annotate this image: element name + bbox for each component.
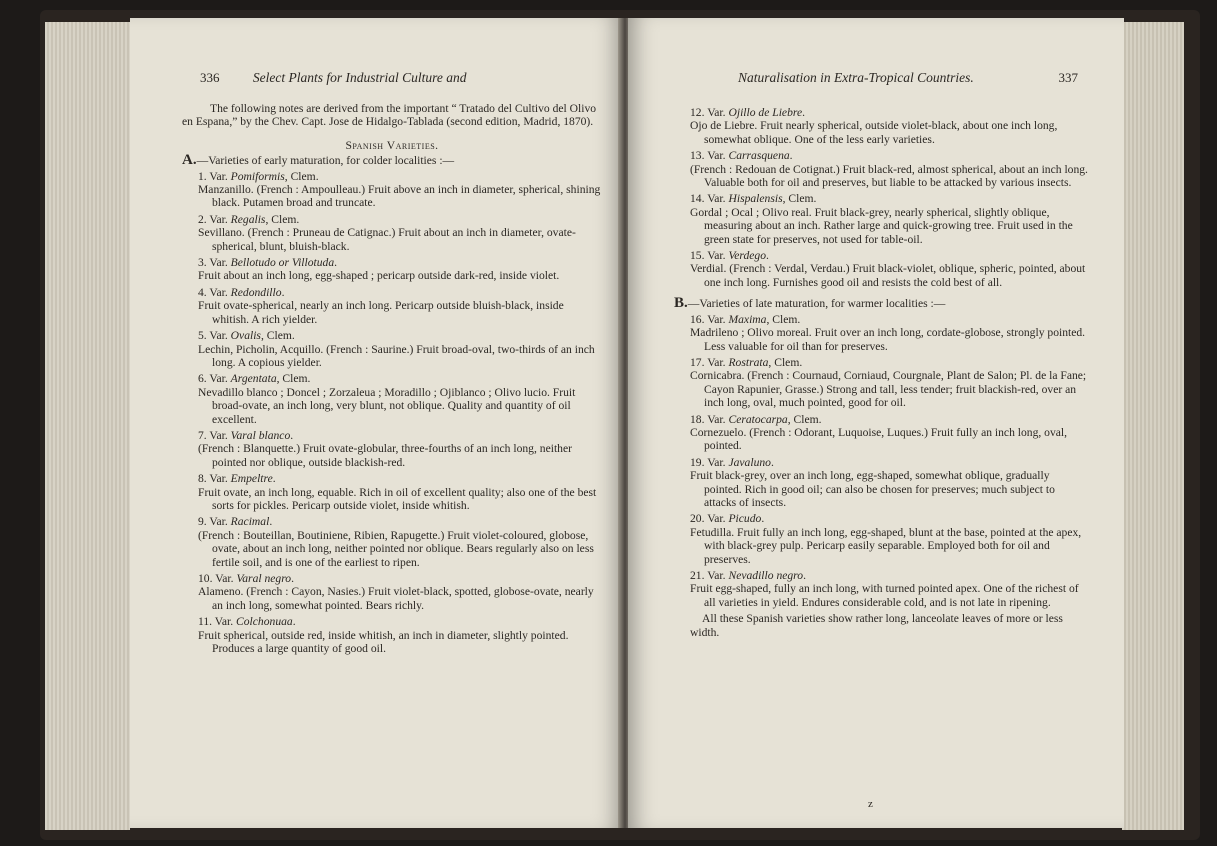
variety-description: Alameno. (French : Cayon, Nasies.) Fruit violet-black, spotted, globose-ovate, nearly an inch long, somewhat pointed. Bears richly. [198, 585, 594, 612]
variety-prefix: Var. [707, 355, 726, 369]
variety-description: Lechin, Picholin, Acquillo. (French : Saurine.) Fruit broad-oval, two-thirds of an inch long. A copious yielder. [198, 342, 595, 369]
variety-entry [674, 512, 1090, 566]
running-head: Naturalisation in Extra-Tropical Countries. [738, 70, 974, 85]
variety-description: Ojo de Liebre. Fruit nearly spherical, outside violet-black, about one inch long, somewhat oblique. One of the less early varieties. [690, 119, 1058, 146]
variety-number: 2. [198, 212, 207, 226]
variety-number: 15. [690, 249, 705, 263]
variety-entry [182, 472, 602, 512]
variety-description: Fruit ovate-spherical, nearly an inch long. Pericarp outside bluish-black, inside whitish. A rich yielder. [198, 299, 564, 326]
variety-number: 21. [690, 569, 705, 582]
variety-name: Ceratocarpa [728, 412, 788, 426]
variety-prefix: Var. [707, 312, 726, 326]
variety-suffix: . [291, 572, 295, 585]
variety-description: Fetudilla. Fruit fully an inch long, egg-shaped, blunt at the base, pointed at the apex, with black-grey pulp. Pericarp easily separable. Employed both for oil and preserves. [690, 525, 1082, 566]
page-stack-right [1122, 22, 1184, 830]
intro-paragraph: The following notes are derived from the important “ Tratado del Cultivo del Olivo en Espana,” by the Chev. Capt. Jose de Hidalgo-Tablada (second edition, Madrid, 1870). [182, 102, 597, 129]
left-page [130, 18, 622, 828]
variety-number: 19. [690, 455, 705, 469]
variety-prefix: Var. [707, 249, 726, 263]
variety-number: 10. [198, 572, 213, 585]
variety-name: Racimal [230, 515, 270, 529]
variety-suffix: . [766, 249, 769, 263]
variety-heading [182, 213, 602, 226]
group-heading-a [182, 154, 602, 167]
variety-suffix: . [789, 149, 793, 163]
variety-description: Cornezuelo. (French : Odorant, Luquoise, Luques.) Fruit fully an inch long, oval, pointed. [690, 425, 1068, 453]
group-text: —Varieties of early maturation, for colder localities :— [196, 154, 455, 168]
variety-heading [182, 286, 602, 299]
variety-description: (French : Blanquette.) Fruit ovate-globular, three-fourths of an inch long, neither pointed nor oblique, outside blackish-red. [198, 442, 572, 469]
variety-entry [674, 192, 1090, 246]
variety-name: Ovalis [230, 329, 261, 343]
variety-heading [182, 329, 602, 342]
variety-heading [674, 569, 1090, 582]
variety-entry [182, 170, 602, 210]
variety-suffix: . [272, 472, 276, 486]
variety-suffix: , Clem. [766, 312, 801, 326]
variety-prefix: Var. [209, 515, 228, 529]
variety-number: 9. [198, 515, 207, 529]
page-stack-left [45, 22, 130, 830]
variety-number: 5. [198, 329, 207, 343]
variety-number: 3. [198, 256, 207, 270]
variety-suffix: . [290, 428, 294, 442]
variety-entry [182, 429, 602, 469]
variety-heading [182, 170, 602, 183]
section-title: Spanish Varieties. [345, 138, 439, 152]
variety-number: 1. [198, 169, 207, 183]
variety-name: Rostrata [728, 355, 769, 369]
variety-prefix: Var. [707, 149, 726, 163]
variety-name: Picudo [728, 512, 762, 526]
variety-name: Redondillo [230, 285, 282, 299]
left-page-content [182, 102, 602, 658]
variety-entry [182, 286, 602, 326]
variety-suffix: , Clem. [768, 355, 803, 369]
variety-suffix: . [802, 106, 806, 119]
variety-suffix: . [292, 615, 296, 629]
right-page-header [738, 70, 1078, 86]
variety-description: Fruit about an inch long, egg-shaped ; pericarp outside dark-red, inside violet. [198, 269, 560, 283]
variety-suffix: . [334, 256, 338, 270]
variety-number: 16. [690, 312, 705, 326]
variety-description: Madrileno ; Olivo moreal. Fruit over an inch long, cordate-globose, strongly pointed. Less valuable for oil than for preserves. [690, 326, 1086, 353]
variety-description: Gordal ; Ocal ; Olivo real. Fruit black-grey, nearly spherical, slightly oblique, measuring about an inch. Rather large and quick-growing tree. Fruit used in the green state for preserves, not used for table-oil. [690, 205, 1073, 246]
variety-name: Varal negro [236, 572, 292, 585]
variety-heading [674, 192, 1090, 205]
variety-description: Sevillano. (French : Pruneau de Catignac.) Fruit about an inch in diameter, ovate-spherical, blunt, bluish-black. [198, 226, 576, 253]
variety-name: Varal blanco [230, 428, 291, 442]
signature-mark: z [868, 798, 873, 810]
variety-name: Ojillo de Liebre [728, 106, 803, 119]
variety-entry [182, 615, 602, 655]
variety-name: Carrasquena [728, 149, 790, 163]
variety-prefix: Var. [209, 256, 228, 270]
variety-heading [674, 512, 1090, 525]
variety-entry [182, 213, 602, 253]
variety-entry [182, 572, 602, 612]
variety-heading [182, 372, 602, 385]
variety-entry [182, 515, 602, 569]
variety-heading [674, 149, 1090, 162]
variety-name: Javaluno [728, 455, 771, 469]
variety-entry [674, 149, 1090, 189]
variety-description: Cornicabra. (French : Cournaud, Corniaud, Courgnale, Plant de Salon; Pl. de la Fane; Cayon Rapunier, Grasse.) Strong and tall, less tender; fruit blackish-red, over an inch long, oval, much pointed, good for oil. [690, 369, 1087, 410]
variety-suffix: , Clem. [265, 212, 300, 226]
variety-entry [182, 256, 602, 283]
variety-heading [182, 515, 602, 528]
variety-description: (French : Redouan de Cotignat.) Fruit black-red, almost spherical, about an inch long. Valuable both for oil and preserves, but liable to be attacked by various insects. [690, 162, 1088, 190]
variety-heading [674, 413, 1090, 426]
variety-suffix: . [269, 515, 273, 529]
variety-entry [674, 413, 1090, 453]
variety-list [674, 313, 1090, 610]
variety-description: Verdial. (French : Verdal, Verdau.) Fruit black-violet, oblique, spheric, pointed, about one inch long. Furnishes good oil and resists the cold best of all. [690, 262, 1086, 289]
variety-heading [674, 249, 1090, 262]
variety-suffix: , Clem. [284, 169, 319, 183]
variety-heading [674, 456, 1090, 469]
variety-description: Fruit spherical, outside red, inside whitish, an inch in diameter, slightly pointed. Produces a large quantity of good oil. [198, 628, 569, 656]
variety-heading [674, 356, 1090, 369]
variety-number: 7. [198, 428, 207, 442]
variety-heading [674, 313, 1090, 326]
variety-prefix: Var. [707, 455, 726, 469]
variety-name: Maxima [728, 312, 767, 326]
variety-prefix: Var. [707, 569, 726, 582]
variety-suffix: , Clem. [782, 192, 817, 206]
variety-heading [182, 615, 602, 628]
variety-name: Regalis [230, 212, 266, 226]
variety-prefix: Var. [209, 212, 228, 226]
group-heading-b [674, 297, 1090, 310]
variety-prefix: Var. [209, 472, 228, 486]
variety-prefix: Var. [707, 106, 726, 119]
variety-number: 18. [690, 412, 705, 426]
variety-entry [182, 329, 602, 369]
variety-name: Argentata [230, 372, 277, 386]
variety-description: Nevadillo blanco ; Doncel ; Zorzaleua ; Moradillo ; Ojiblanco ; Olivo lucio. Fruit broad-ovate, an inch long, very blunt, not oblique. Quality and quantity of oil excellent. [198, 385, 576, 426]
variety-name: Nevadillo negro [728, 569, 804, 582]
variety-name: Hispalensis [728, 192, 783, 206]
variety-description: Fruit ovate, an inch long, equable. Rich in oil of excellent quality; also one of the best sorts for pickles. Pericarp outside violet, inside whitish. [198, 485, 597, 512]
page-number: 337 [1058, 70, 1078, 85]
page-number: 336 [200, 70, 220, 85]
variety-name: Bellotudo or Villotuda [230, 256, 335, 270]
variety-suffix: . [281, 285, 285, 299]
variety-name: Verdego [728, 249, 767, 263]
variety-number: 13. [690, 149, 705, 163]
variety-prefix: Var. [209, 329, 228, 343]
variety-name: Colchonuaa [236, 615, 293, 629]
variety-prefix: Var. [215, 572, 234, 585]
right-page-content [674, 106, 1090, 639]
variety-entry [674, 569, 1090, 609]
variety-entry [674, 356, 1090, 410]
variety-number: 14. [690, 192, 705, 206]
variety-entry [674, 106, 1090, 146]
closing-note: All these Spanish varieties show rather long, lanceolate leaves of more or less width. [690, 612, 1063, 639]
variety-number: 12. [690, 106, 705, 119]
variety-prefix: Var. [209, 285, 228, 299]
variety-suffix: , Clem. [260, 329, 295, 343]
variety-suffix: . [803, 569, 806, 582]
variety-heading [182, 572, 602, 585]
variety-entry [674, 456, 1090, 510]
group-letter: A. [182, 152, 197, 169]
variety-number: 20. [690, 512, 705, 526]
variety-heading [182, 472, 602, 485]
variety-heading [182, 429, 602, 442]
variety-prefix: Var. [707, 412, 726, 426]
variety-entry [182, 372, 602, 426]
variety-description: Fruit black-grey, over an inch long, egg-shaped, somewhat oblique, gradually pointed. Rich in good oil; can also be chosen for preserves; much subject to attacks of insects. [690, 469, 1055, 509]
variety-description: (French : Bouteillan, Boutiniene, Ribien, Rapugette.) Fruit violet-coloured, globose, ovate, about an inch long, neither pointed nor oblique. Bears regularly also on less fertile soil, and is one of the earliest to ripen. [198, 528, 594, 569]
variety-name: Empeltre [230, 472, 273, 486]
variety-prefix: Var. [209, 372, 228, 386]
variety-number: 8. [198, 472, 207, 486]
variety-number: 6. [198, 372, 207, 386]
variety-number: 11. [198, 615, 213, 629]
group-text: —Varieties of late maturation, for warmer localities :— [687, 297, 946, 311]
variety-description: Fruit egg-shaped, fully an inch long, with turned pointed apex. One of the richest of all varieties in yield. Endures considerable cold, and is not late in ripening. [690, 582, 1079, 609]
variety-prefix: Var. [209, 428, 228, 442]
variety-prefix: Var. [707, 512, 726, 526]
variety-suffix: , Clem. [787, 412, 822, 426]
variety-prefix: Var. [214, 615, 234, 629]
variety-number: 17. [690, 355, 705, 369]
variety-prefix: Var. [209, 169, 228, 183]
variety-suffix: . [761, 512, 765, 526]
right-page [628, 18, 1124, 828]
variety-suffix: . [770, 455, 774, 469]
variety-name: Pomiformis [230, 169, 285, 183]
variety-entry [674, 249, 1090, 289]
variety-heading [674, 106, 1090, 119]
variety-entry [674, 313, 1090, 353]
left-page-header [200, 70, 467, 86]
variety-list [182, 170, 602, 656]
variety-heading [182, 256, 602, 269]
variety-suffix: , Clem. [276, 372, 311, 386]
variety-list [674, 106, 1090, 289]
variety-description: Manzanillo. (French : Ampoulleau.) Fruit above an inch in diameter, spherical, shining black. Putamen broad and truncate. [198, 183, 601, 210]
variety-number: 4. [198, 285, 207, 299]
group-letter: B. [674, 295, 688, 312]
running-head: Select Plants for Industrial Culture and [252, 70, 467, 85]
variety-prefix: Var. [707, 192, 726, 206]
